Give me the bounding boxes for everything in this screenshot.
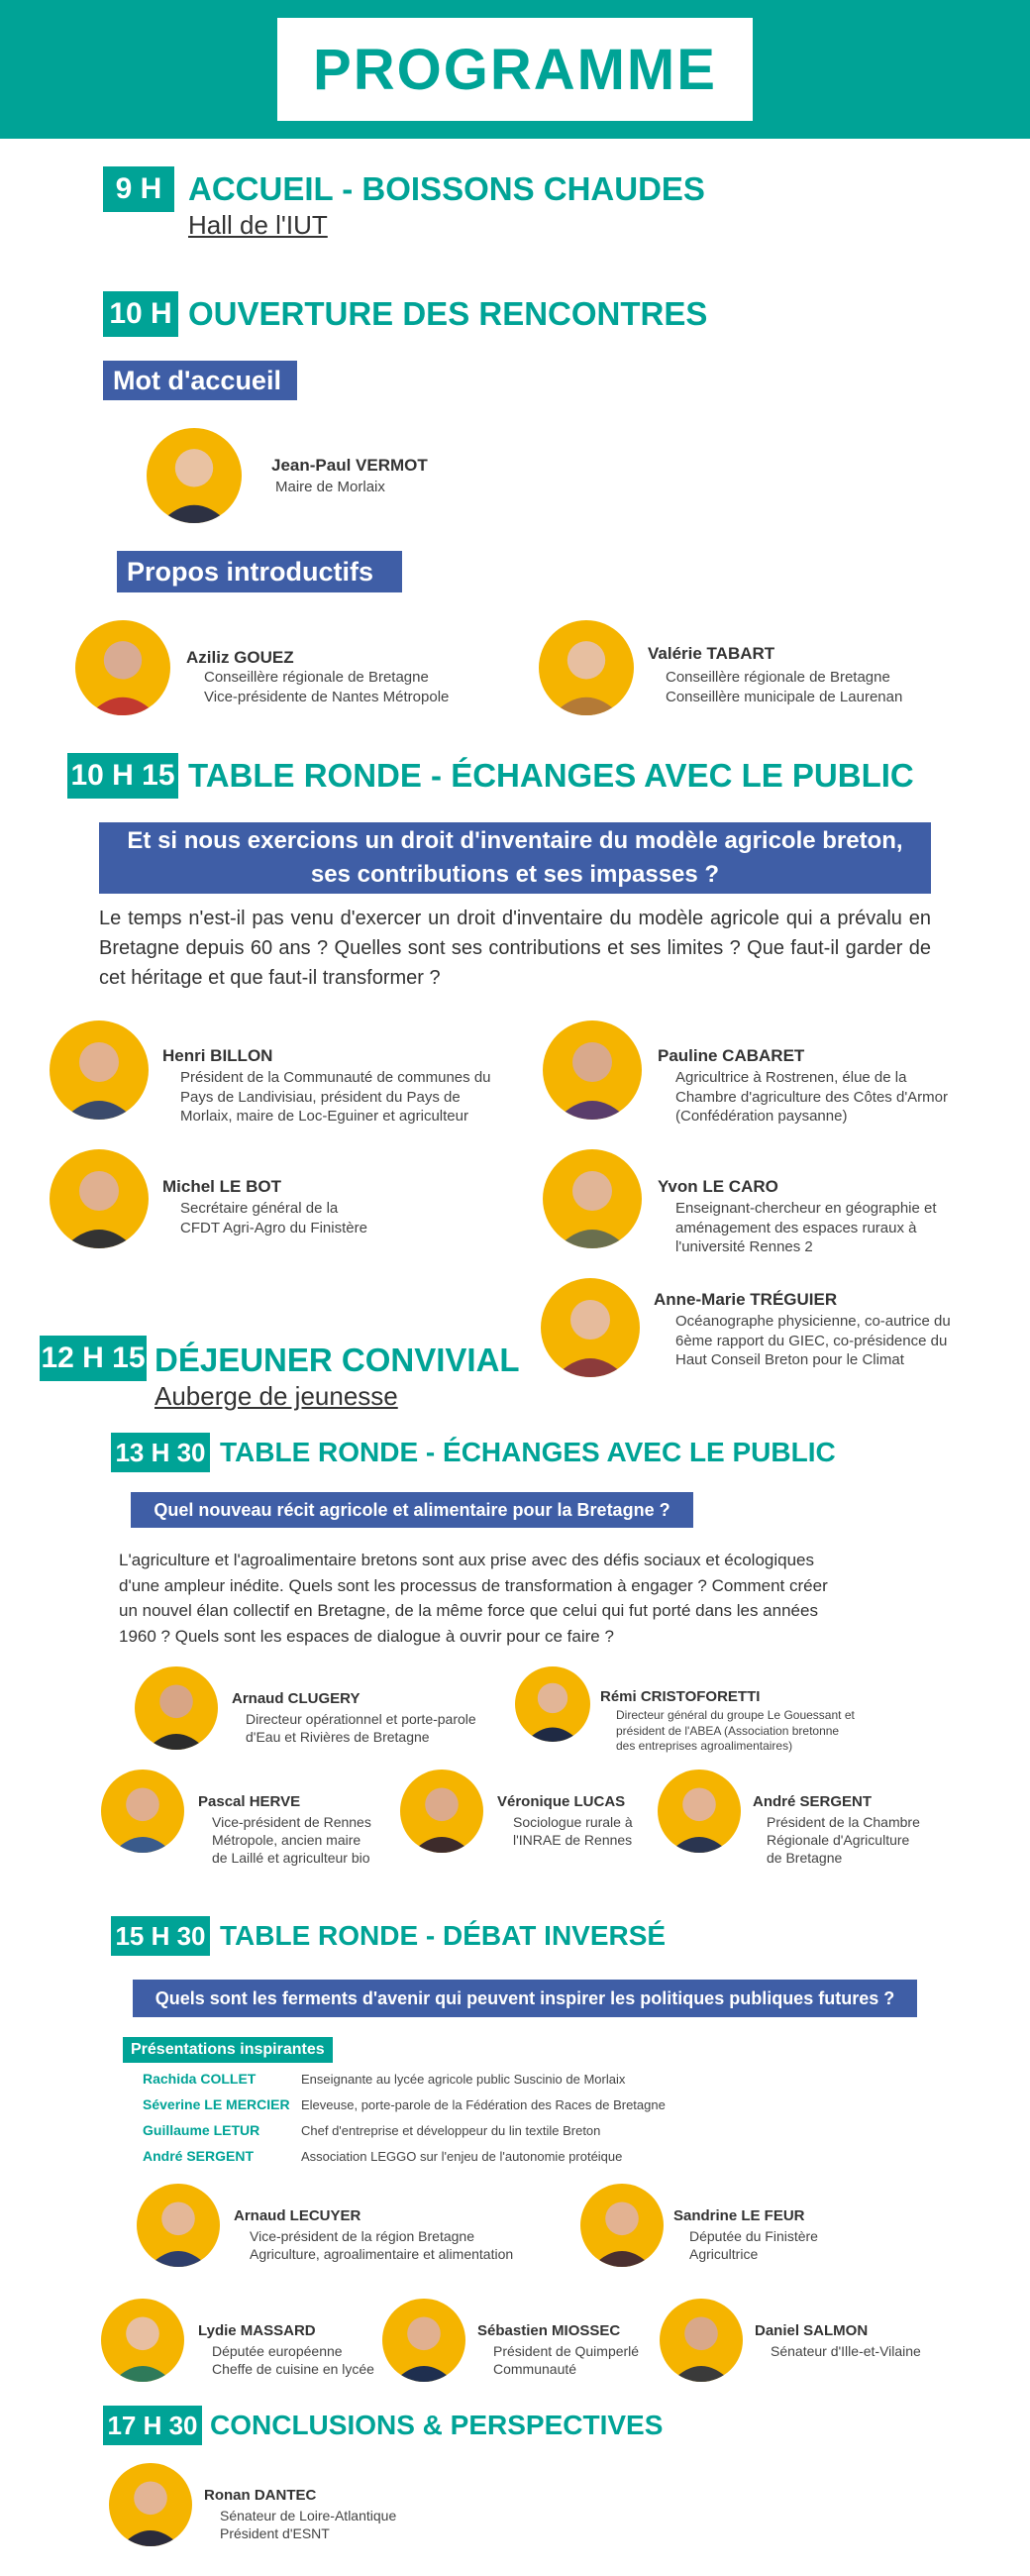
- avatar-sergent: [658, 1770, 741, 1853]
- person-name: Sandrine LE FEUR: [673, 2207, 805, 2224]
- avatar-clugery: [135, 1666, 218, 1750]
- person-role: Députée européenne Cheffe de cuisine en lycée: [212, 2343, 374, 2378]
- avatar-lecuyer: [137, 2184, 220, 2267]
- person-role: Sénateur d'Ille-et-Vilaine: [771, 2343, 921, 2359]
- question-box-3: Quels sont les ferments d'avenir qui peuvent inspirer les politiques publiques futures ?: [133, 1980, 917, 2017]
- inspiring-desc: Eleveuse, porte-parole de la Fédération des Races de Bretagne: [301, 2097, 666, 2112]
- person-role: Secrétaire général de la CFDT Agri-Agro du Finistère: [180, 1200, 367, 1236]
- time-badge-10h: 10 H: [103, 291, 178, 337]
- person-name: Valérie TABART: [648, 644, 775, 663]
- inspiring-name: Séverine LE MERCIER: [143, 2096, 290, 2112]
- person-role: Maire de Morlaix: [275, 479, 385, 495]
- section-title-dejeuner: DÉJEUNER CONVIVIAL: [154, 1342, 520, 1378]
- avatar-massard: [101, 2299, 184, 2382]
- section-title-table-ronde-2: TABLE RONDE - ÉCHANGES AVEC LE PUBLIC: [220, 1437, 836, 1467]
- person-role: Agricultrice à Rostrenen, élue de la Chambre d'agriculture des Côtes d'Armor (Confédération paysanne): [675, 1069, 949, 1125]
- person-name: Anne-Marie TRÉGUIER: [654, 1290, 838, 1309]
- person-name: Ronan DANTEC: [204, 2487, 317, 2504]
- person-name: André SERGENT: [753, 1793, 873, 1810]
- inspiring-name: André SERGENT: [143, 2148, 255, 2164]
- label-presentations-inspirantes: Présentations inspirantes: [123, 2037, 333, 2063]
- person-name: Daniel SALMON: [755, 2322, 869, 2339]
- avatar-lefeur: [580, 2184, 664, 2267]
- person-role: Conseillère régionale de Bretagne Vice-présidente de Nantes Métropole: [204, 669, 450, 705]
- person-role: Océanographe physicienne, co-autrice du 6ème rapport du GIEC, co-présidence du Haut Conseil Breton pour le Climat: [675, 1313, 951, 1368]
- avatar-lebot: [50, 1149, 149, 1248]
- section-title-debat-inverse: TABLE RONDE - DÉBAT INVERSÉ: [220, 1920, 667, 1951]
- time-badge-13h30: 13 H 30: [111, 1433, 210, 1472]
- person-name: Michel LE BOT: [162, 1177, 281, 1196]
- person-name: Rémi CRISTOFORETTI: [600, 1688, 761, 1705]
- location-auberge: Auberge de jeunesse: [154, 1381, 398, 1411]
- person-name: Lydie MASSARD: [198, 2322, 316, 2339]
- avatar-billon: [50, 1020, 149, 1120]
- avatar-dantec: [109, 2463, 192, 2546]
- time-badge-9h: 9 H: [103, 166, 174, 212]
- question-line: Et si nous exercions un droit d'inventaire du modèle agricole breton,: [127, 827, 903, 855]
- inspiring-desc: Chef d'entreprise et développeur du lin textile Breton: [301, 2123, 601, 2138]
- person-role: Vice-président de Rennes Métropole, ancien maire de Laillé et agriculteur bio: [212, 1814, 371, 1867]
- person-role: Députée du Finistère Agricultrice: [689, 2228, 818, 2263]
- person-name: Pascal HERVE: [198, 1793, 301, 1810]
- inspiring-desc: Enseignante au lycée agricole public Suscinio de Morlaix: [301, 2072, 626, 2087]
- person-role: Président de la Communauté de communes du Pays de Landivisiau, président du Pays de Morlaix, maire de Loc-Eguiner et agriculteur: [180, 1069, 491, 1125]
- person-role: Sénateur de Loire-Atlantique Président d'ESNT: [220, 2508, 397, 2542]
- inspiring-name: Guillaume LETUR: [143, 2122, 260, 2138]
- paragraph-line: L'agriculture et l'agroalimentaire bretons sont aux prise avec des défis sociaux et écologiques: [119, 1551, 814, 1569]
- avatar-tabart: [539, 620, 634, 715]
- intro-paragraph-1: Le temps n'est-il pas venu d'exercer un droit d'inventaire du modèle agricole qui a prévalu en Bretagne depuis 60 ans ? Quelles sont ses contributions et ses limites ? Que faut-il garder de cet héritage et que faut-il transformer ?: [99, 908, 931, 989]
- paragraph-line: 1960 ? Quels sont les espaces de dialogue à ouvrir pour ce faire ?: [119, 1626, 614, 1646]
- avatar-salmon: [660, 2299, 743, 2382]
- person-role: Directeur opérationnel et porte-parole d'Eau et Rivières de Bretagne: [246, 1711, 476, 1746]
- person-role: Président de la Chambre Régionale d'Agriculture de Bretagne: [767, 1814, 920, 1867]
- person-name: Véronique LUCAS: [497, 1793, 626, 1810]
- avatar-herve: [101, 1770, 184, 1853]
- person-role: Vice-président de la région Bretagne Agriculture, agroalimentaire et alimentation: [250, 2228, 514, 2263]
- avatar-cristoforetti: [515, 1666, 590, 1742]
- avatar-treguier: [541, 1278, 640, 1377]
- person-name: Yvon LE CARO: [658, 1177, 778, 1196]
- label-mot-accueil: Mot d'accueil: [103, 361, 297, 400]
- question-box-2: Quel nouveau récit agricole et alimentaire pour la Bretagne ?: [131, 1492, 693, 1528]
- section-title-accueil: ACCUEIL - BOISSONS CHAUDES: [188, 170, 705, 207]
- paragraph-line: un nouvel élan collectif en Bretagne, de la même force que celui qui fut porté dans les années: [119, 1601, 818, 1620]
- location-hall: Hall de l'IUT: [188, 210, 328, 240]
- person-name: Pauline CABARET: [658, 1046, 805, 1065]
- time-badge-10h15: 10 H 15: [67, 753, 178, 799]
- paragraph-line: d'une ampleur inédite. Quels sont les processus de transformation à engager ? Comment créer: [119, 1575, 828, 1595]
- person-role: Enseignant-chercheur en géographie et aménagement des espaces ruraux à l'université Rennes 2: [675, 1200, 937, 1255]
- intro-paragraph-2: [119, 1548, 931, 1649]
- label-propos-introductifs: Propos introductifs: [117, 551, 402, 592]
- inspiring-desc: Association LEGGO sur l'enjeu de l'autonomie protéique: [301, 2149, 623, 2164]
- avatar-miossec: [382, 2299, 465, 2382]
- avatar-lucas: [400, 1770, 483, 1853]
- person-name: Arnaud CLUGERY: [232, 1690, 360, 1707]
- time-badge-12h15: 12 H 15: [40, 1336, 147, 1381]
- person-role: Directeur général du groupe Le Gouessant et président de l'ABEA (Association bretonne des entreprises agroalimentaires): [616, 1708, 855, 1754]
- question-line: ses contributions et ses impasses ?: [310, 861, 720, 888]
- person-name: Sébastien MIOSSEC: [477, 2322, 621, 2339]
- page-title: PROGRAMME: [277, 18, 753, 121]
- avatar-cabaret: [543, 1020, 642, 1120]
- person-role: Président de Quimperlé Communauté: [493, 2343, 640, 2378]
- section-title-ouverture: OUVERTURE DES RENCONTRES: [188, 295, 708, 332]
- time-badge-15h30: 15 H 30: [111, 1916, 210, 1956]
- person-name: Aziliz GOUEZ: [186, 648, 294, 667]
- person-role: Conseillère régionale de Bretagne Conseillère municipale de Laurenan: [666, 669, 903, 705]
- avatar-vermot: [147, 428, 242, 523]
- person-name: Arnaud LECUYER: [234, 2207, 361, 2224]
- person-role: Sociologue rurale à l'INRAE de Rennes: [513, 1814, 633, 1849]
- avatar-gouez: [75, 620, 170, 715]
- person-name: Henri BILLON: [162, 1046, 273, 1065]
- section-title-table-ronde-1: TABLE RONDE - ÉCHANGES AVEC LE PUBLIC: [188, 757, 914, 794]
- inspiring-name: Rachida COLLET: [143, 2071, 257, 2087]
- time-badge-17h30: 17 H 30: [103, 2406, 202, 2445]
- question-box-1: [99, 822, 931, 894]
- person-name: Jean-Paul VERMOT: [271, 456, 428, 475]
- avatar-lecaro: [543, 1149, 642, 1248]
- section-title-conclusions: CONCLUSIONS & PERSPECTIVES: [210, 2410, 664, 2440]
